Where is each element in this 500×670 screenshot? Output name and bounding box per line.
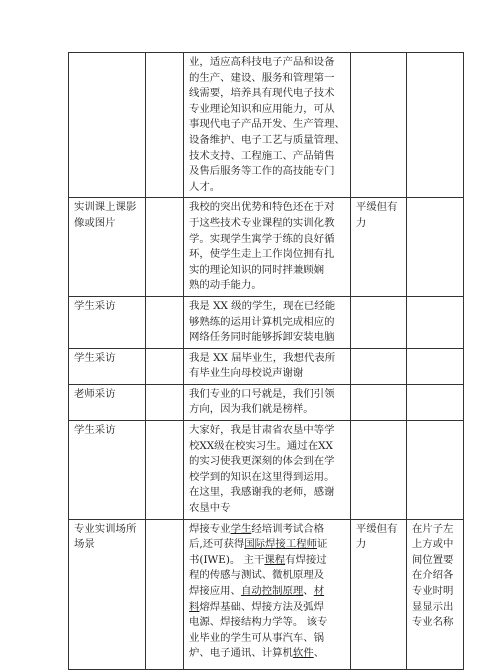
storyboard-table <box>68 52 464 670</box>
narration-line: 够熟练的运用计算机完成相应的 <box>189 315 335 328</box>
narration-line <box>189 615 345 631</box>
narration-line: 有毕业生向母校说声谢谢 <box>189 367 304 380</box>
linked-term[interactable]: 料 <box>189 600 200 613</box>
narration-line: 学。实现学生寓学于练的良好循 <box>189 232 335 245</box>
narration-cell <box>184 348 351 384</box>
narration-line: 我校的突出优势和特色还在于对 <box>189 201 335 214</box>
table-row <box>69 384 464 420</box>
table-row <box>69 421 464 520</box>
narration-text: 后,还可获得 <box>189 538 245 551</box>
narration-text: 证 <box>317 538 328 551</box>
empty-cell <box>146 384 184 420</box>
empty-cell <box>146 421 184 520</box>
note-cell <box>406 198 463 297</box>
narration-line: 的实习使我更深刻的体会到在学 <box>189 455 335 468</box>
narration-line: 大家好，我是甘肃省农垦中等学 <box>189 424 335 437</box>
narration-line: 熟的动手能力。 <box>189 279 262 292</box>
tone-cell <box>350 421 406 520</box>
shot-name-cell: 专业实训场所场景 <box>69 519 146 669</box>
tone-cell <box>350 384 406 420</box>
tone-cell <box>350 348 406 384</box>
narration-text: 电源、焊接结构力学等。 该专 <box>189 616 328 629</box>
narration-line <box>189 522 345 538</box>
narration-text: 、 <box>303 585 314 597</box>
narration-line: 及售后服务等工作的高技能专门 <box>189 165 335 178</box>
narration-line <box>189 584 345 600</box>
narration-line: 的生产、建设、服务和管理第一 <box>189 71 335 84</box>
narration-line <box>189 553 345 569</box>
narration-text: 焊接专业 <box>189 522 231 535</box>
tone-cell <box>350 53 406 198</box>
shot-name-cell: 学生采访 <box>69 421 146 520</box>
narration-text: 书(IWE)。 主干 <box>189 553 265 566</box>
table-row <box>69 296 464 348</box>
narration-line: 事现代电子产品开发、生产管理、 <box>189 118 345 131</box>
empty-cell <box>146 53 184 198</box>
narration-line: 环，使学生走上工作岗位拥有扎 <box>189 248 335 261</box>
shot-name-cell: 实训课上课影像或图片 <box>69 198 146 297</box>
narration-cell <box>184 198 351 297</box>
narration-line: 网络任务同时能够拆卸安装电脑 <box>189 331 335 344</box>
shot-name-cell <box>69 53 146 198</box>
narration-line: 于这些技术专业课程的实训化教 <box>189 216 335 229</box>
narration-text: 有焊接过 <box>285 553 327 566</box>
narration-line: 方向，因为我们就是榜样。 <box>189 403 314 416</box>
note-cell <box>406 53 463 198</box>
narration-cell <box>184 53 351 198</box>
empty-cell <box>146 519 184 669</box>
note-cell: 在片子左上方或中间位置要在介绍各专业时明显显示出专业名称 <box>406 519 463 669</box>
narration-text: 炉、电子通讯、计算机 <box>189 647 293 660</box>
narration-line: 校XX级在校实习生。通过在XX <box>189 439 333 452</box>
note-cell <box>406 348 463 384</box>
narration-text: 焊接应用、 <box>189 585 241 597</box>
narration-line: 农垦中专 <box>189 502 231 515</box>
note-cell <box>406 421 463 520</box>
empty-cell <box>146 198 184 297</box>
linked-term[interactable]: 课程 <box>264 553 286 566</box>
tone-cell <box>350 296 406 348</box>
narration-cell <box>184 519 351 669</box>
shot-name-cell: 学生采访 <box>69 348 146 384</box>
table-row <box>69 53 464 198</box>
table-row <box>69 519 464 669</box>
narration-text: 熔焊基础、焊接方法及弧焊 <box>199 600 325 613</box>
narration-text: 、 <box>313 647 325 660</box>
narration-text: 程的传感与测试、微机原理及 <box>189 569 325 582</box>
narration-text: 业毕业的学生可从事汽车、锅 <box>189 631 325 644</box>
narration-line: 我是 XX 届毕业生，我想代表所 <box>189 351 336 364</box>
narration-line: 我是 XX 级的学生，现在已经能 <box>189 299 336 312</box>
tone-cell: 平缓但有力 <box>350 198 406 297</box>
linked-term[interactable]: 自动控制原理 <box>240 585 304 597</box>
narration-line: 校学到的知识在这里得到运用。 <box>189 470 335 483</box>
narration-line: 我们专业的口号就是，我们引领 <box>189 387 335 400</box>
tone-cell: 平缓但有力 <box>350 519 406 669</box>
narration-line <box>189 631 345 647</box>
narration-cell <box>184 384 351 420</box>
table-row <box>69 348 464 384</box>
narration-line: 设备维护、电子工艺与质量管理、 <box>189 133 345 146</box>
narration-line <box>189 568 345 584</box>
linked-term[interactable]: 软件 <box>292 647 314 660</box>
narration-line: 线需要，培养具有现代电子技术 <box>189 87 335 100</box>
table-row <box>69 198 464 297</box>
narration-line: 人才。 <box>189 180 221 193</box>
narration-line: 技术支持、工程施工、产品销售 <box>189 149 335 162</box>
note-cell <box>406 384 463 420</box>
narration-text: 经培训考试合格 <box>251 522 325 535</box>
linked-term[interactable]: 国际焊接工程师 <box>244 538 317 551</box>
empty-cell <box>146 296 184 348</box>
empty-cell <box>146 348 184 384</box>
note-cell <box>406 296 463 348</box>
narration-line: 业，适应高科技电子产品和设备 <box>189 56 335 68</box>
narration-line: 实的理论知识的同时拌兼顾娴 <box>189 263 325 276</box>
shot-name-cell: 学生采访 <box>69 296 146 348</box>
narration-line <box>189 537 345 553</box>
narration-cell <box>184 296 351 348</box>
narration-cell <box>184 421 351 520</box>
shot-name-cell: 老师采访 <box>69 384 146 420</box>
linked-term[interactable]: 材 <box>313 585 325 597</box>
narration-line: 专业理论知识和应用能力，可从 <box>189 102 335 115</box>
narration-line <box>189 646 345 662</box>
narration-line <box>189 600 345 616</box>
linked-term[interactable]: 学生 <box>230 522 252 535</box>
narration-line: 在这里，我感谢我的老师，感谢 <box>189 486 335 499</box>
